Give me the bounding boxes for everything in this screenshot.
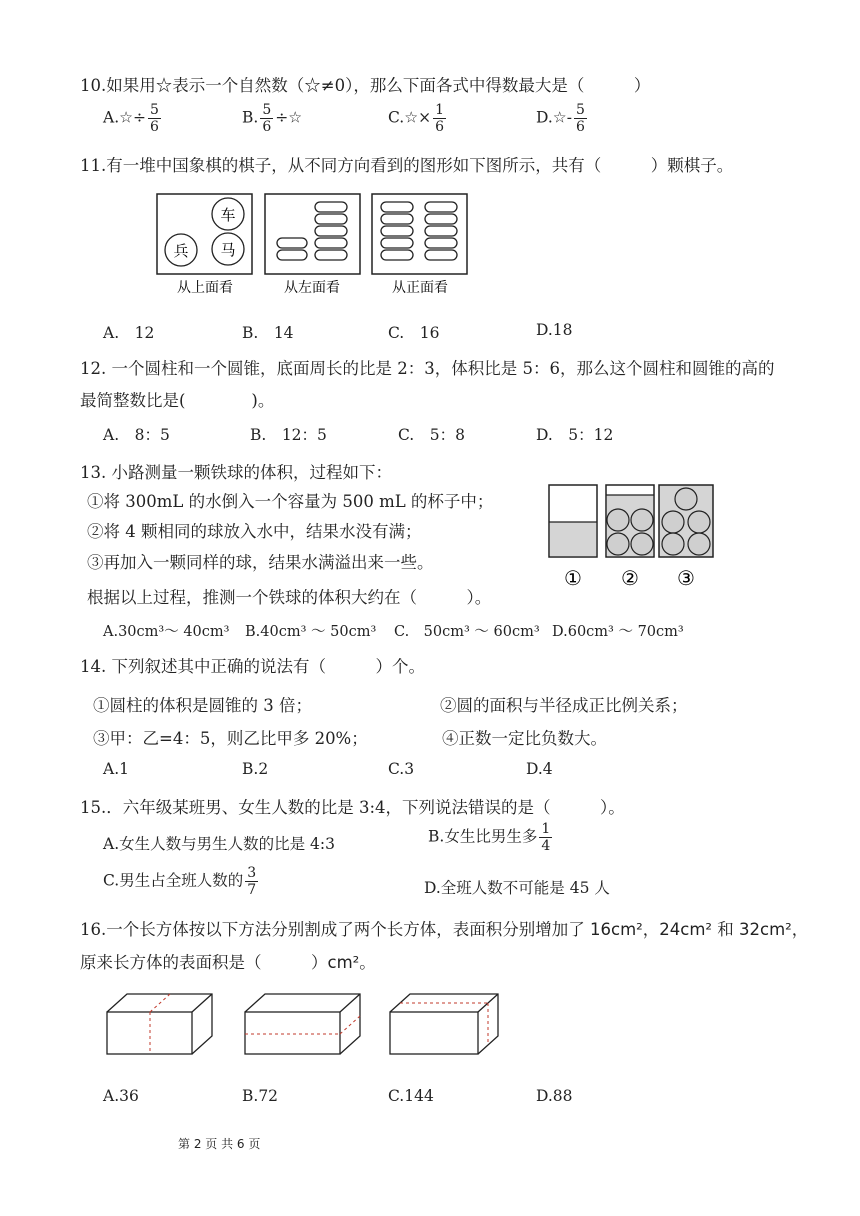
q15-stem: 15.．六年级某班男、女生人数的比是 3:4，下列说法错误的是（ ）。 (80, 798, 625, 817)
q12-option-c: C. 5：8 (398, 426, 465, 444)
q10-option-c: C.☆× $\frac{1}{6}$ (388, 102, 445, 135)
q16-option-c: C.144 (388, 1087, 434, 1105)
q12-stem-line1: 12. 一个圆柱和一个圆锥，底面周长的比是 2：3，体积比是 5：6，那么这个圆柱和圆锥的高的 (80, 359, 775, 378)
q14-statement-3: ③甲：乙=4：5，则乙比甲多 20%； (93, 729, 368, 748)
q12-option-d: D. 5：12 (536, 426, 614, 444)
cup-1-water (550, 522, 596, 556)
q14-option-b: B.2 (242, 760, 269, 778)
q13-question: 根据以上过程，推测一个铁球的体积大约在（ ）。 (87, 588, 492, 607)
q11-option-c: C. 16 (388, 324, 440, 342)
left-view-stacks (277, 202, 347, 260)
front-view-stacks (381, 202, 457, 260)
q14-option-d: D.4 (526, 760, 553, 778)
q13-stem: 13. 小路测量一颗铁球的体积，过程如下： (80, 463, 392, 482)
q12-stem-line2: 最简整数比是( )。 (80, 391, 275, 410)
cuboids-figure (100, 990, 510, 1060)
chess-views-figure (155, 190, 475, 300)
q12-option-b: B. 12：5 (250, 426, 327, 444)
cup-2-label: ② (621, 566, 639, 590)
q14-option-c: C.3 (388, 760, 415, 778)
cuboid-2-cut (245, 1016, 360, 1034)
front-view-box (372, 194, 467, 274)
cuboid-1-cut (150, 994, 170, 1054)
top-view-label: 从上面看 (177, 280, 233, 296)
piece-bing-label: 兵 (173, 242, 189, 260)
q14-statement-2: ②圆的面积与半径成正比例关系； (440, 696, 688, 715)
q13-step1: ①将 300mL 的水倒入一个容量为 500 mL 的杯子中； (87, 492, 494, 511)
cup-1-label: ① (564, 566, 582, 590)
q16-option-d: D.88 (536, 1087, 573, 1105)
q10-option-b: B. $\frac{5}{6}$ ÷☆ (242, 102, 303, 135)
q10-option-d: D.☆- $\frac{5}{6}$ (536, 102, 585, 135)
q16-stem-line1: 16.一个长方体按以下方法分别割成了两个长方体，表面积分别增加了 16cm²，24cm² 和 32cm²， (80, 920, 809, 939)
cuboid-3-cut (400, 1003, 488, 1045)
cuboid-2 (245, 994, 360, 1054)
q11-option-d: D.18 (536, 321, 573, 339)
q14-statement-4: ④正数一定比负数大。 (442, 729, 607, 748)
page-number: 第 2 页 共 6 页 (178, 1137, 261, 1151)
q11-stem: 11.有一堆中国象棋的棋子，从不同方向看到的图形如下图所示，共有（ ）颗棋子。 (80, 156, 734, 175)
q16-option-a: A.36 (103, 1087, 139, 1105)
front-view-label: 从正面看 (392, 280, 448, 296)
left-view-label: 从左面看 (284, 280, 340, 296)
q14-statement-1: ①圆柱的体积是圆锥的 3 倍； (93, 696, 312, 715)
q15-option-c: C.男生占全班人数的 $\frac{3}{7}$ (103, 865, 257, 898)
q14-stem: 14. 下列叙述其中正确的说法有（ ）个。 (80, 657, 425, 676)
q16-stem-line2: 原来长方体的表面积是（ ）cm²。 (80, 953, 376, 972)
piece-ma-label: 马 (220, 241, 236, 259)
q14-option-a: A.1 (103, 760, 129, 778)
cups-figure (546, 482, 716, 594)
q13-option-b: B.40cm³ ～ 50cm³ (245, 624, 377, 640)
q13-step2: ②将 4 颗相同的球放入水中，结果水没有满； (87, 522, 422, 541)
q13-step3: ③再加入一颗同样的球，结果水满溢出来一些。 (87, 553, 434, 572)
q16-option-b: B.72 (242, 1087, 279, 1105)
q13-option-c: C. 50cm³ ～ 60cm³ (394, 624, 540, 640)
q11-option-b: B. 14 (242, 324, 294, 342)
q13-option-d: D.60cm³ ～ 70cm³ (552, 624, 684, 640)
q13-option-a: A.30cm³～ 40cm³ (103, 624, 230, 640)
q10-stem: 10.如果用☆表示一个自然数（☆≠0），那么下面各式中得数最大是（ ） (80, 76, 651, 95)
q12-option-a: A. 8：5 (103, 426, 170, 444)
cup-3-label: ③ (677, 566, 695, 590)
q15-option-a: A.女生人数与男生人数的比是 4:3 (103, 835, 335, 853)
q10-option-a: A.☆÷ $\frac{5}{6}$ (103, 102, 159, 135)
q11-option-a: A. 12 (103, 324, 155, 342)
q15-option-b: B.女生比男生多 $\frac{1}{4}$ (428, 821, 551, 854)
piece-che-label: 车 (220, 206, 236, 224)
q15-option-d: D.全班人数不可能是 45 人 (424, 879, 610, 897)
